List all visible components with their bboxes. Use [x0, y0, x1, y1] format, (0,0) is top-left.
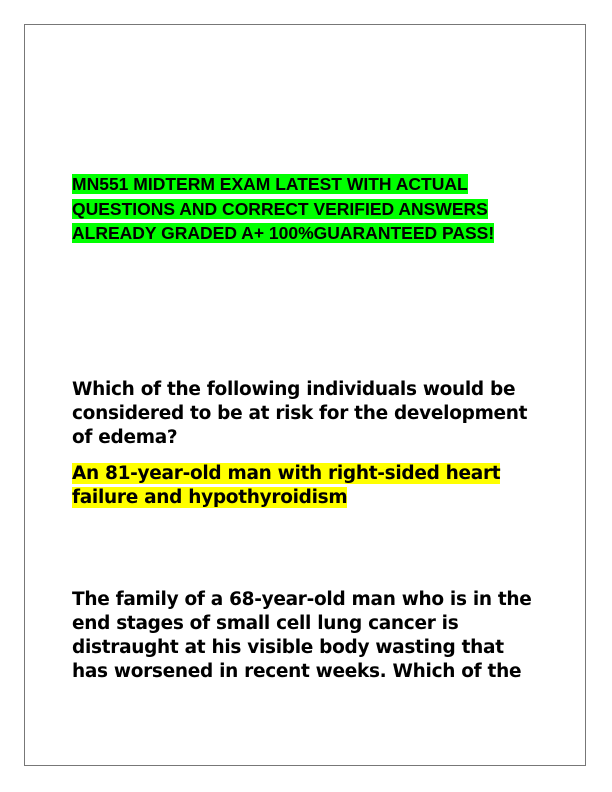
question-1-answer — [72, 462, 542, 510]
answer-highlight: An 81-year-old man with right-sided heart failure and hypothyroidism — [72, 463, 501, 508]
question-1-text: Which of the following individuals would be considered to be at risk for the development of edema? — [72, 379, 528, 448]
question-2-text: The family of a 68-year-old man who is in the end stages of small cell lung cancer is distraught at his visible body wasting that has worsened in recent weeks. Which of the — [72, 589, 532, 682]
title-highlight: MN551 MIDTERM EXAM LATEST WITH ACTUAL QUESTIONS AND CORRECT VERIFIED ANSWERS ALREADY GRADED A+ 100%GUARANTEED PASS! — [72, 174, 495, 243]
document-title — [72, 172, 542, 246]
